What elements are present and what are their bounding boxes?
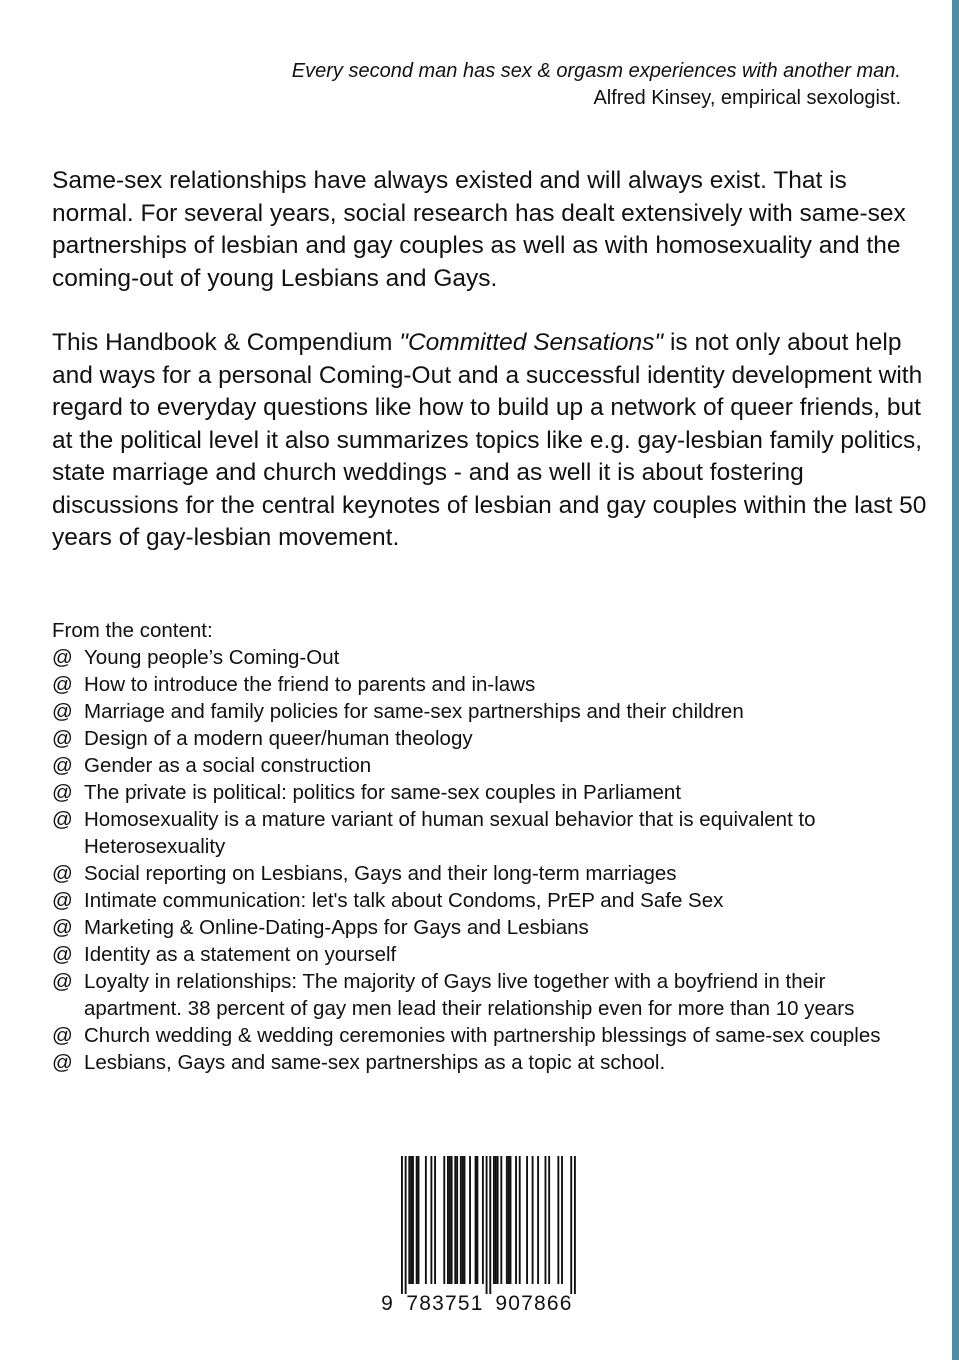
barcode-bar: [408, 1156, 410, 1284]
barcode-bar: [447, 1156, 449, 1284]
barcode-right-digits: 907866: [495, 1292, 573, 1315]
barcode-bar: [443, 1156, 445, 1284]
handbook-paragraph-start: This Handbook & Compendium: [52, 329, 400, 356]
barcode-bar: [506, 1156, 508, 1284]
book-title: "Committed Sensations": [399, 329, 664, 356]
list-item: [52, 941, 912, 968]
barcode-guard-bar: [401, 1156, 403, 1294]
barcode-bar: [508, 1156, 510, 1284]
at-bullet-icon: @: [52, 700, 73, 723]
barcode-bar: [519, 1156, 521, 1284]
list-item: [52, 968, 912, 1022]
barcode-bar: [454, 1156, 456, 1284]
barcode-guard-bar: [486, 1156, 488, 1294]
barcode-bar: [475, 1156, 477, 1284]
barcode-bar: [434, 1156, 436, 1284]
at-bullet-icon: @: [52, 1024, 73, 1047]
barcode-bar: [464, 1156, 466, 1284]
list-item-text: Identity as a statement on yourself: [84, 943, 397, 966]
barcode-bar: [451, 1156, 453, 1284]
content-heading: From the content:: [52, 619, 213, 642]
barcode-bar: [418, 1156, 420, 1284]
list-item-text: Young people’s Coming-Out: [84, 646, 340, 669]
barcode-bar: [449, 1156, 451, 1284]
at-bullet-icon: @: [52, 781, 73, 804]
list-item-text: Lesbians, Gays and same-sex partnerships as a topic at school.: [84, 1051, 666, 1074]
barcode-first-digit: 9: [381, 1292, 393, 1315]
barcode-bar: [532, 1156, 534, 1284]
at-bullet-icon: @: [52, 943, 73, 966]
barcode-guard-bar: [570, 1156, 572, 1294]
list-item-text: Marriage and family policies for same-sex partnerships and their children: [84, 700, 744, 723]
list-item: [52, 914, 912, 941]
list-item-text: Gender as a social construction: [84, 754, 372, 777]
barcode-bar: [456, 1156, 458, 1284]
barcode-bar: [493, 1156, 495, 1284]
isbn-barcode: [381, 1152, 586, 1315]
list-item: [52, 779, 912, 806]
barcode-bar: [526, 1156, 528, 1284]
content-list: [52, 644, 912, 1076]
barcode-bar: [557, 1156, 559, 1284]
at-bullet-icon: @: [52, 916, 73, 939]
barcode-bar: [515, 1156, 517, 1284]
barcode-bar: [425, 1156, 427, 1284]
barcode-bar: [476, 1156, 478, 1284]
at-bullet-icon: @: [52, 673, 73, 696]
at-bullet-icon: @: [52, 646, 73, 669]
at-bullet-icon: @: [52, 970, 73, 993]
barcode-bar: [430, 1156, 432, 1284]
quote-author: Alfred Kinsey, empirical sexologist.: [593, 87, 901, 109]
epigraph-quote: [292, 58, 901, 112]
list-item: [52, 644, 912, 671]
list-item: [52, 725, 912, 752]
list-item-text: Design of a modern queer/human theology: [84, 727, 473, 750]
list-item: [52, 671, 912, 698]
at-bullet-icon: @: [52, 862, 73, 885]
list-item-text: Homosexuality is a mature variant of human sexual behavior that is equivalent to Heterosexuality: [84, 808, 816, 858]
barcode-bar: [561, 1156, 563, 1284]
barcode-bar: [482, 1156, 484, 1284]
list-item: [52, 887, 912, 914]
intro-paragraph: Same-sex relationships have always existed and will always exist. That is normal. For several years, social research has dealt extensively with same-sex partnerships of lesbian and gay couples as well as with homosexuality and the coming-out of young Lesbians and Gays.: [52, 167, 906, 292]
barcode-bar: [412, 1156, 414, 1284]
blue-edge-strip: [952, 0, 959, 1360]
list-item-text: Marketing & Online-Dating-Apps for Gays and Lesbians: [84, 916, 589, 939]
barcode-bar: [497, 1156, 499, 1284]
at-bullet-icon: @: [52, 754, 73, 777]
list-item: [52, 806, 912, 860]
quote-text: Every second man has sex & orgasm experiences with another man.: [291, 60, 901, 82]
handbook-paragraph-end: is not only about help and ways for a personal Coming-Out and a successful identity development with regard to everyday questions like how to build up a network of queer friends, but at the political level it also summarizes topics like e.g. gay-lesbian family politics, state marriage and church weddings - and as well it is about fostering discussions for the central keynotes of lesbian and gay couples within the last 50 years of gay-lesbian movement.: [52, 329, 927, 551]
barcode-bar: [545, 1156, 547, 1284]
handbook-paragraph: [52, 327, 932, 555]
barcode-left-digits: 783751: [406, 1292, 484, 1315]
barcode-bar: [460, 1156, 462, 1284]
at-bullet-icon: @: [52, 727, 73, 750]
barcode-bar: [500, 1156, 502, 1284]
at-bullet-icon: @: [52, 1051, 73, 1074]
list-item-text: Intimate communication: let's talk about Condoms, PrEP and Safe Sex: [84, 889, 724, 912]
list-item: [52, 698, 912, 725]
at-bullet-icon: @: [52, 808, 73, 831]
list-item-text: Social reporting on Lesbians, Gays and their long-term marriages: [84, 862, 677, 885]
content-list-section: [52, 617, 912, 1076]
list-item-text: Church wedding & wedding ceremonies with partnership blessings of same-sex couples: [84, 1024, 881, 1047]
list-item: [52, 1049, 912, 1076]
list-item-text: How to introduce the friend to parents and in-laws: [84, 673, 536, 696]
barcode-bar: [510, 1156, 512, 1284]
list-item: [52, 1022, 912, 1049]
barcode-guard-bar: [574, 1156, 576, 1294]
barcode-bar: [548, 1156, 550, 1284]
list-item-text: The private is political: politics for same-sex couples in Parliament: [84, 781, 682, 804]
barcode-guard-bar: [489, 1156, 491, 1294]
barcode-bar: [462, 1156, 464, 1284]
barcode-bar: [410, 1156, 412, 1284]
at-bullet-icon: @: [52, 889, 73, 912]
barcode-guard-bar: [405, 1156, 407, 1294]
barcode-bar: [495, 1156, 497, 1284]
barcode-bar: [537, 1156, 539, 1284]
list-item: [52, 752, 912, 779]
list-item-text: Loyalty in relationships: The majority of Gays live together with a boyfriend in their apartment. 38 percent of gay men lead their relationship even for more than 10 years: [84, 970, 855, 1020]
barcode-bar: [416, 1156, 418, 1284]
list-item: [52, 860, 912, 887]
barcode-bar: [469, 1156, 471, 1284]
